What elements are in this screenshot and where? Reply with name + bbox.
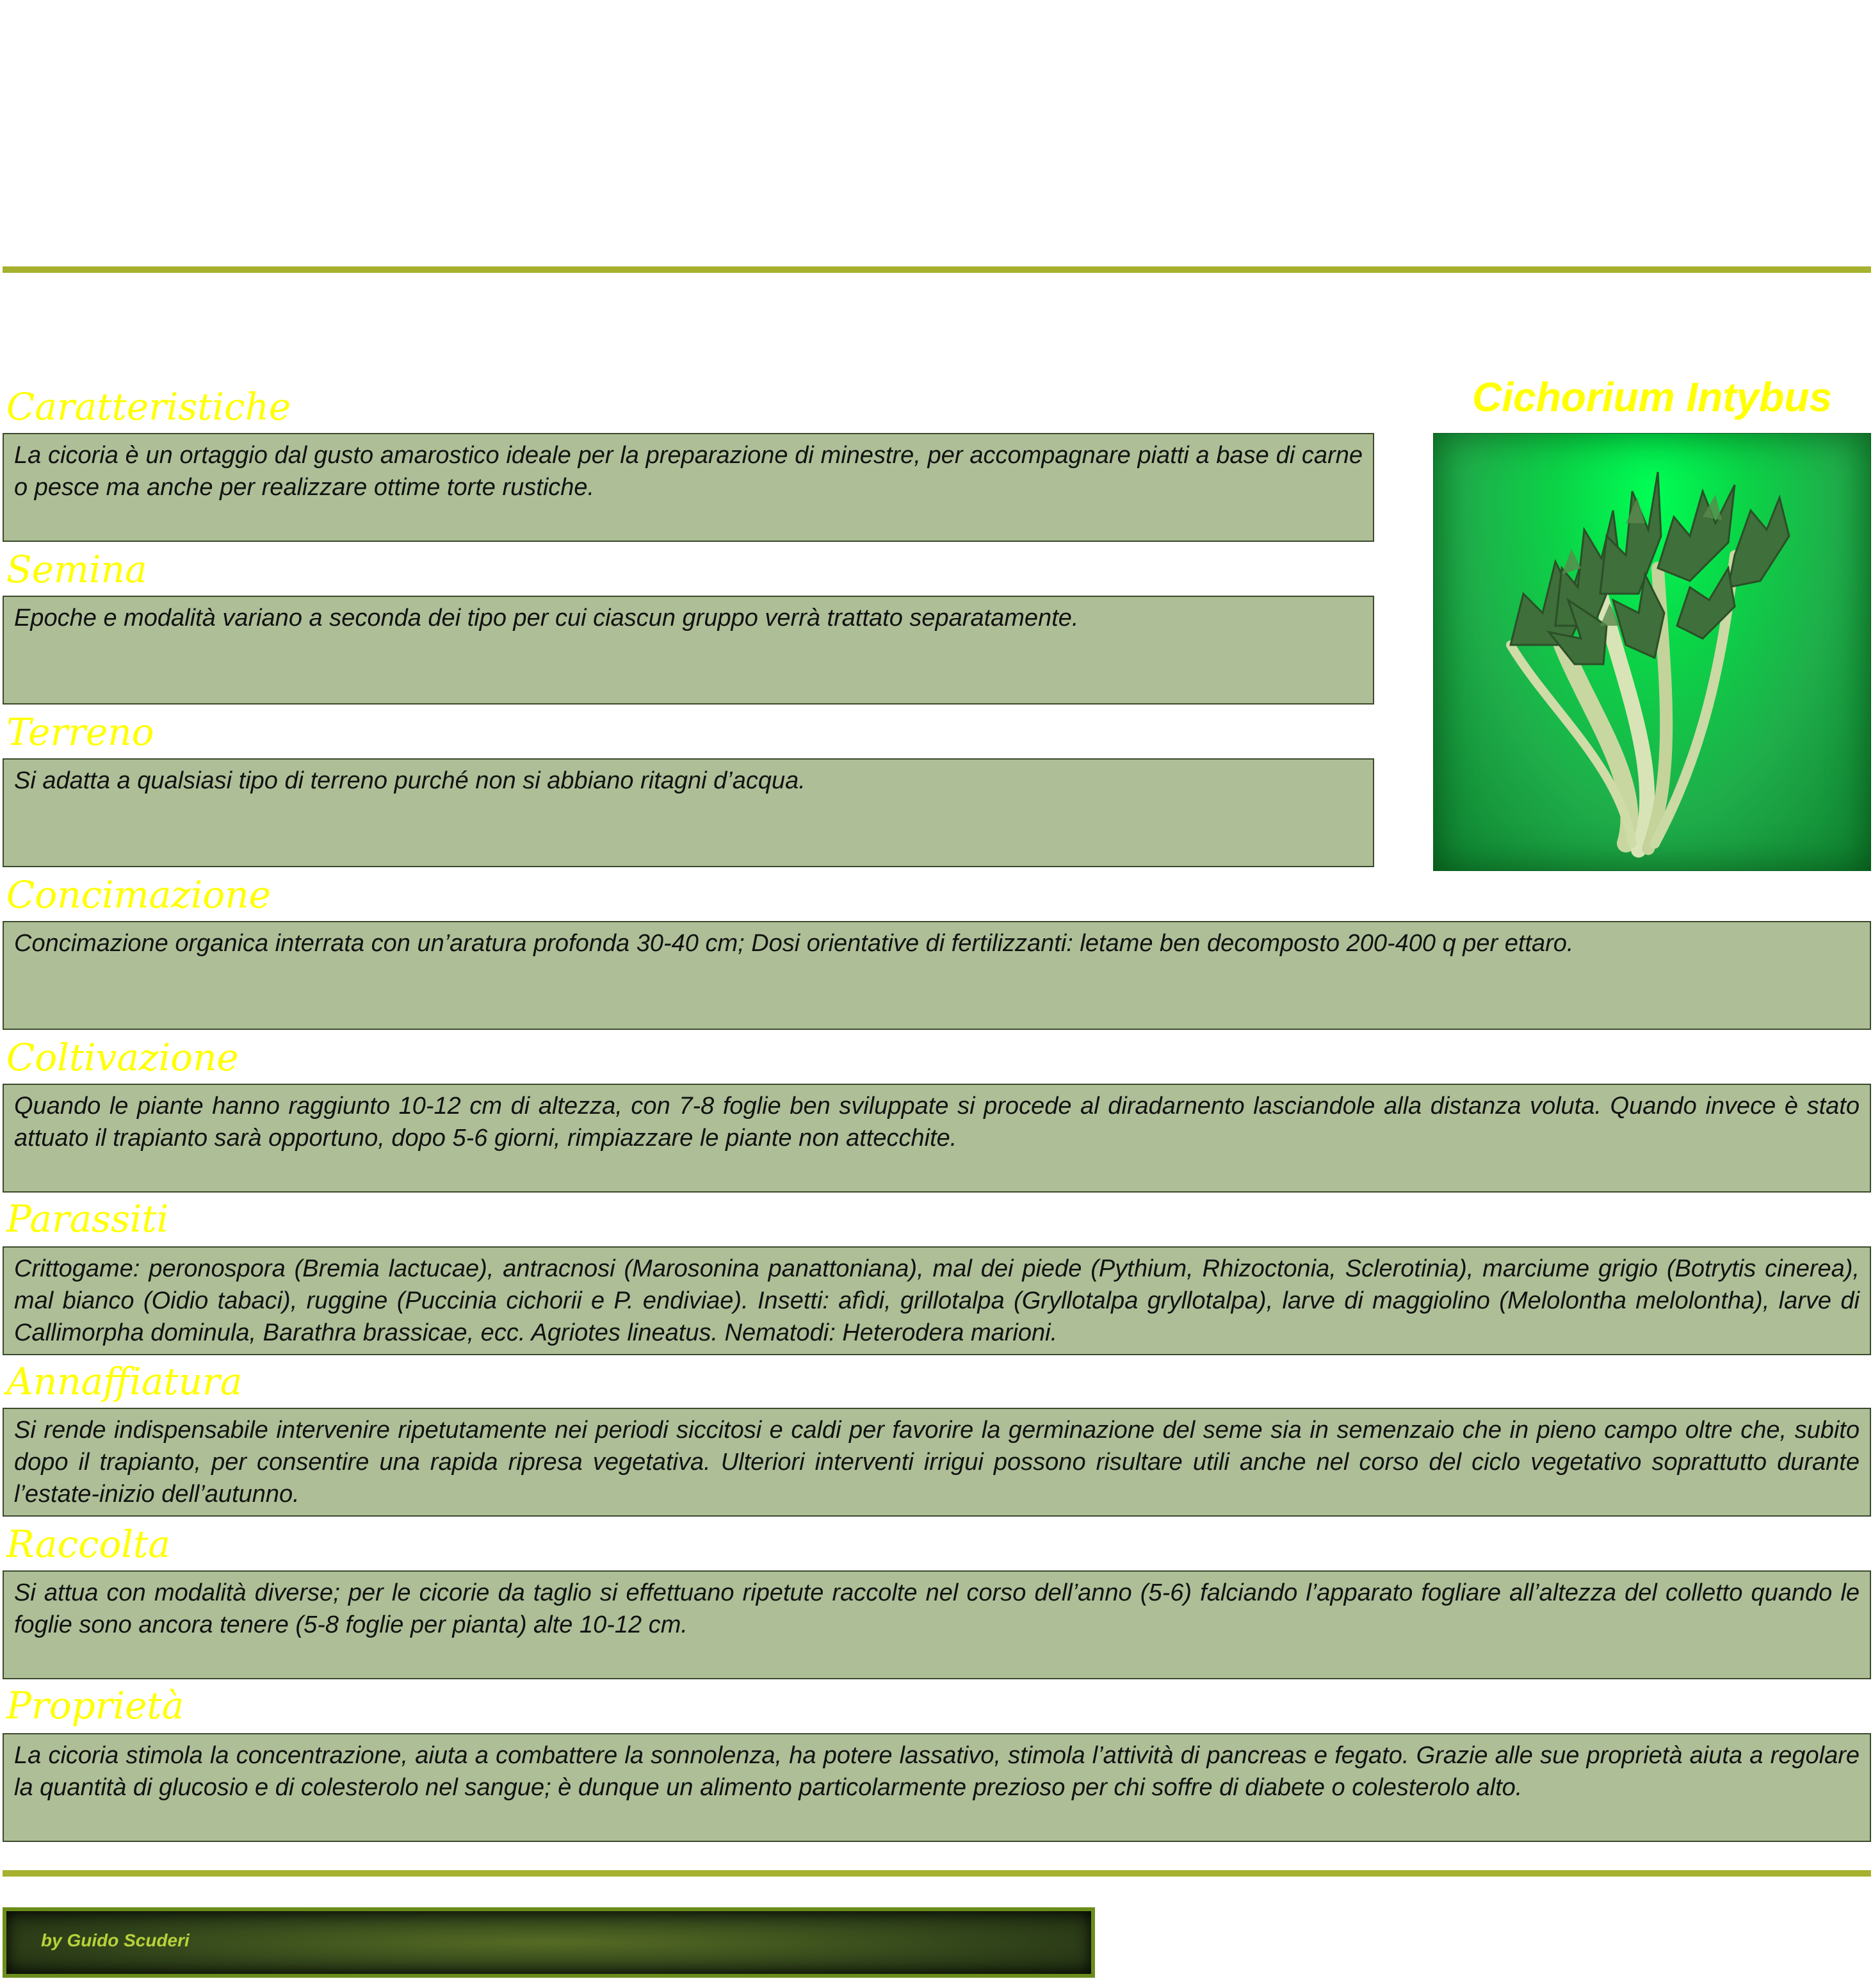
top-divider — [3, 266, 1871, 273]
section-text-parassiti: Crittogame: peronospora (Bremia lactucae), antracnosi (Marosonina panattoniana), mal dei piede (Pythium, Rhizoctonia, Sclerotinia), marciume grigio (Botrytis cinerea), mal bianco (Oidio tabaci), ruggine (Puccinia cichorii e P. endiviae). Insetti: afìdi, grillotalpa (Gryllotalpa gryllotalpa), larve di maggiolino (Melolontha melolontha), larve di Callimorpha dominula, Barathra brassicae, ecc. Agriotes lineatus. Nematodi: Heterodera marioni. — [3, 1246, 1871, 1355]
section-heading-caratteristiche: Caratteristiche — [6, 385, 291, 428]
section-heading-parassiti: Parassiti — [6, 1197, 169, 1241]
section-heading-coltivazione: Coltivazione — [6, 1036, 239, 1079]
chicory-plant-icon — [1434, 434, 1872, 872]
section-text-concimazione: Concimazione organica interrata con un’aratura profonda 30-40 cm; Dosi orientative di fertilizzanti: letame ben decomposto 200-400 q per ettaro. — [3, 921, 1871, 1030]
section-heading-annaffiatura: Annaffiatura — [6, 1360, 243, 1403]
footer-credit: by Guido Scuderi — [41, 1930, 190, 1950]
section-text-terreno: Si adatta a qualsiasi tipo di terreno purché non si abbiano ritagni d’acqua. — [3, 758, 1374, 867]
footer-credit-bar — [3, 1907, 1095, 1978]
section-heading-proprieta: Proprietà — [6, 1684, 184, 1727]
section-text-raccolta: Si attua con modalità diverse; per le cicorie da taglio si effettuano ripetute raccolte nel corso dell’anno (5-6) falciando l’apparato fogliare all’altezza del colletto quando le foglie sono ancora tenere (5-8 foglie per pianta) alte 10-12 cm. — [3, 1570, 1871, 1679]
plant-image — [1433, 433, 1871, 871]
section-heading-semina: Semina — [6, 548, 147, 591]
section-text-coltivazione: Quando le piante hanno raggiunto 10-12 cm di altezza, con 7-8 foglie ben sviluppate si procede al diradarnento lasciandole alla distanza voluta. Quando invece è stato attuato il trapianto sarà opportuno, dopo 5-6 giorni, rimpiazzare le piante non attecchite. — [3, 1084, 1871, 1193]
plant-title: Cichorium Intybus — [1472, 374, 1832, 420]
section-text-semina: Epoche e modalità variano a seconda dei tipo per cui ciascun gruppo verrà trattato separatamente. — [3, 596, 1374, 705]
section-heading-terreno: Terreno — [6, 710, 154, 754]
section-text-proprieta: La cicoria stimola la concentrazione, aiuta a combattere la sonnolenza, ha potere lassativo, stimola l’attività di pancreas e fegato. Grazie alle sue proprietà aiuta a regolare la quantità di glucosio e di colesterolo nel sangue; è dunque un alimento particolarmente prezioso per chi soffre di diabete o colesterolo alto. — [3, 1733, 1871, 1842]
section-text-caratteristiche: La cicoria è un ortaggio dal gusto amarostico ideale per la preparazione di minestre, per accompagnare piatti a base di carne o pesce ma anche per realizzare ottime torte rustiche. — [3, 433, 1374, 542]
bottom-divider — [3, 1870, 1871, 1877]
section-heading-raccolta: Raccolta — [6, 1522, 170, 1566]
section-heading-concimazione: Concimazione — [6, 873, 271, 917]
section-text-annaffiatura: Si rende indispensabile intervenire ripetutamente nei periodi siccitosi e caldi per favorire la germinazione del seme sia in semenzaio che in pieno campo oltre che, subito dopo il trapianto, per consentire una rapida ripresa vegetativa. Ulteriori interventi irrigui possono risultare utili anche nel corso del ciclo vegetativo soprattutto durante l’estate-inizio dell’autunno. — [3, 1408, 1871, 1517]
